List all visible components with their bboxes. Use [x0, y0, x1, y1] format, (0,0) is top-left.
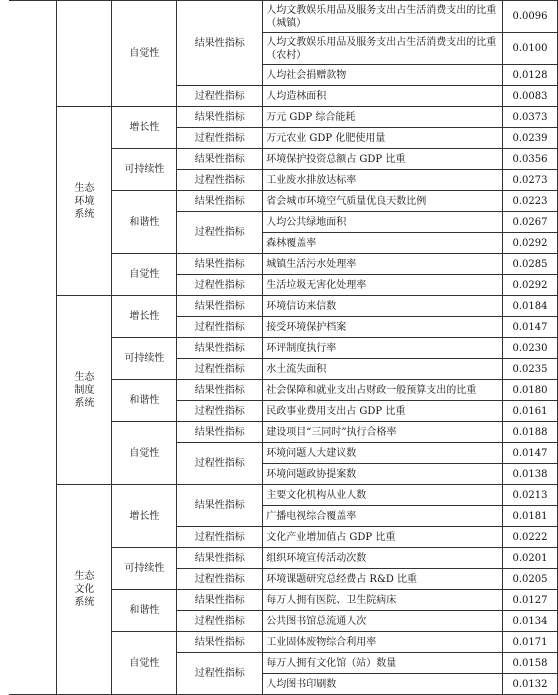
weight-cell: 0.0083 — [502, 86, 557, 107]
indicator-name-cell: 人均文教娱乐用品及服务支出占生活消费支出的比重（城镇） — [263, 1, 503, 33]
indicator-type-cell: 结果性指标 — [177, 485, 263, 527]
dimension-cell: 增长性 — [112, 107, 177, 149]
indicator-name-cell: 每万人拥有文化馆（站）数量 — [263, 653, 503, 674]
indicator-type-cell: 过程性指标 — [177, 401, 263, 422]
indicator-type-cell: 结果性指标 — [177, 149, 263, 170]
indicator-type-cell: 过程性指标 — [177, 275, 263, 296]
indicator-name-cell: 社会保障和就业支出占财政一般预算支出的比重 — [263, 380, 503, 401]
weight-cell: 0.0356 — [502, 149, 557, 170]
dimension-cell: 自觉性 — [112, 1, 177, 107]
dimension-cell: 自觉性 — [112, 632, 177, 695]
dimension-cell: 和谐性 — [112, 590, 177, 632]
indicator-type-cell: 结果性指标 — [177, 107, 263, 128]
weight-cell: 0.0373 — [502, 107, 557, 128]
indicator-name-cell: 生活垃圾无害化处理率 — [263, 275, 503, 296]
indicator-name-cell: 组织环境宣传活动次数 — [263, 548, 503, 569]
indicator-name-cell: 公共图书馆总流通人次 — [263, 611, 503, 632]
indicator-name-cell: 工业废水排放达标率 — [263, 170, 503, 191]
indicator-name-cell: 每万人拥有医院、卫生院病床 — [263, 590, 503, 611]
system-cell: 生态制度系统 — [57, 296, 112, 485]
indicator-type-cell: 过程性指标 — [177, 443, 263, 485]
indicator-type-cell: 过程性指标 — [177, 569, 263, 590]
indicator-type-cell: 过程性指标 — [177, 653, 263, 695]
indicator-type-cell: 过程性指标 — [177, 359, 263, 380]
weight-cell: 0.0222 — [502, 527, 557, 548]
weight-cell: 0.0292 — [502, 233, 557, 254]
weight-cell: 0.0213 — [502, 485, 557, 506]
indicator-type-cell: 过程性指标 — [177, 212, 263, 254]
indicator-name-cell: 工业固体废物综合利用率 — [263, 632, 503, 653]
weight-cell: 0.0134 — [502, 611, 557, 632]
weight-cell: 0.0132 — [502, 674, 557, 695]
indicator-weight-table — [9, 0, 558, 695]
weight-cell: 0.0292 — [502, 275, 557, 296]
table-row — [9, 1, 558, 33]
indicator-name-cell: 民政事业费用支出占 GDP 比重 — [263, 401, 503, 422]
indicator-name-cell: 人均文教娱乐用品及服务支出占生活消费支出的比重（农村） — [263, 33, 503, 65]
indicator-name-cell: 文化产业增加值占 GDP 比重 — [263, 527, 503, 548]
indicator-type-cell: 结果性指标 — [177, 422, 263, 443]
dimension-cell: 和谐性 — [112, 191, 177, 254]
indicator-name-cell: 环境信访来信数 — [263, 296, 503, 317]
weight-cell: 0.0180 — [502, 380, 557, 401]
dimension-cell: 和谐性 — [112, 380, 177, 422]
weight-cell: 0.0223 — [502, 191, 557, 212]
table-row — [9, 485, 558, 506]
indicator-name-cell: 接受环境保护档案 — [263, 317, 503, 338]
dimension-cell: 可持续性 — [112, 149, 177, 191]
weight-cell: 0.0235 — [502, 359, 557, 380]
system-cell: 生态环境系统 — [57, 107, 112, 296]
indicator-type-cell: 过程性指标 — [177, 86, 263, 107]
indicator-name-cell: 城镇生活污水处理率 — [263, 254, 503, 275]
system-cell — [57, 1, 112, 107]
weight-cell: 0.0096 — [502, 1, 557, 33]
weight-cell: 0.0205 — [502, 569, 557, 590]
indicator-type-cell: 过程性指标 — [177, 170, 263, 191]
weight-cell: 0.0138 — [502, 464, 557, 485]
indicator-name-cell: 广播电视综合覆盖率 — [263, 506, 503, 527]
dimension-cell: 增长性 — [112, 485, 177, 548]
indicator-type-cell: 过程性指标 — [177, 527, 263, 548]
weight-cell: 0.0161 — [502, 401, 557, 422]
weight-cell: 0.0239 — [502, 128, 557, 149]
category-cell — [9, 1, 57, 695]
indicator-name-cell: 环评制度执行率 — [263, 338, 503, 359]
table-row — [9, 296, 558, 317]
indicator-type-cell: 结果性指标 — [177, 380, 263, 401]
indicator-name-cell: 森林覆盖率 — [263, 233, 503, 254]
indicator-type-cell: 结果性指标 — [177, 632, 263, 653]
indicator-type-cell: 结果性指标 — [177, 296, 263, 317]
indicator-name-cell: 人均社会捐赠款物 — [263, 65, 503, 86]
indicator-name-cell: 环境问题人大建议数 — [263, 443, 503, 464]
indicator-type-cell: 结果性指标 — [177, 254, 263, 275]
indicator-type-cell: 结果性指标 — [177, 590, 263, 611]
indicator-name-cell: 人均公共绿地面积 — [263, 212, 503, 233]
weight-cell: 0.0147 — [502, 317, 557, 338]
dimension-cell: 可持续性 — [112, 548, 177, 590]
dimension-cell: 自觉性 — [112, 422, 177, 485]
weight-cell: 0.0128 — [502, 65, 557, 86]
indicator-name-cell: 环境课题研究总经费占 R&D 比重 — [263, 569, 503, 590]
weight-cell: 0.0273 — [502, 170, 557, 191]
weight-cell: 0.0188 — [502, 422, 557, 443]
weight-cell: 0.0100 — [502, 33, 557, 65]
weight-cell: 0.0285 — [502, 254, 557, 275]
table-row — [9, 107, 558, 128]
weight-cell: 0.0147 — [502, 443, 557, 464]
indicator-name-cell: 人均图书印刷数 — [263, 674, 503, 695]
indicator-type-cell: 结果性指标 — [177, 191, 263, 212]
indicator-name-cell: 万元农业 GDP 化肥使用量 — [263, 128, 503, 149]
weight-cell: 0.0158 — [502, 653, 557, 674]
indicator-type-cell: 过程性指标 — [177, 128, 263, 149]
indicator-name-cell: 主要文化机构从业人数 — [263, 485, 503, 506]
indicator-name-cell: 环境保护投资总额占 GDP 比重 — [263, 149, 503, 170]
indicator-type-cell: 结果性指标 — [177, 338, 263, 359]
indicator-type-cell: 结果性指标 — [177, 548, 263, 569]
dimension-cell: 可持续性 — [112, 338, 177, 380]
indicator-name-cell: 万元 GDP 综合能耗 — [263, 107, 503, 128]
indicator-name-cell: 建设项目“三同时”执行合格率 — [263, 422, 503, 443]
system-cell: 生态文化系统 — [57, 485, 112, 695]
weight-cell: 0.0184 — [502, 296, 557, 317]
indicator-name-cell: 省会城市环境空气质量优良天数比例 — [263, 191, 503, 212]
indicator-type-cell: 结果性指标 — [177, 1, 263, 86]
indicator-type-cell: 过程性指标 — [177, 317, 263, 338]
weight-cell: 0.0267 — [502, 212, 557, 233]
weight-cell: 0.0171 — [502, 632, 557, 653]
weight-cell: 0.0201 — [502, 548, 557, 569]
weight-cell: 0.0127 — [502, 590, 557, 611]
weight-cell: 0.0181 — [502, 506, 557, 527]
weight-cell: 0.0230 — [502, 338, 557, 359]
dimension-cell: 自觉性 — [112, 254, 177, 296]
indicator-type-cell: 过程性指标 — [177, 611, 263, 632]
indicator-name-cell: 水土流失面积 — [263, 359, 503, 380]
indicator-name-cell: 人均造林面积 — [263, 86, 503, 107]
dimension-cell: 增长性 — [112, 296, 177, 338]
indicator-name-cell: 环境问题政协提案数 — [263, 464, 503, 485]
